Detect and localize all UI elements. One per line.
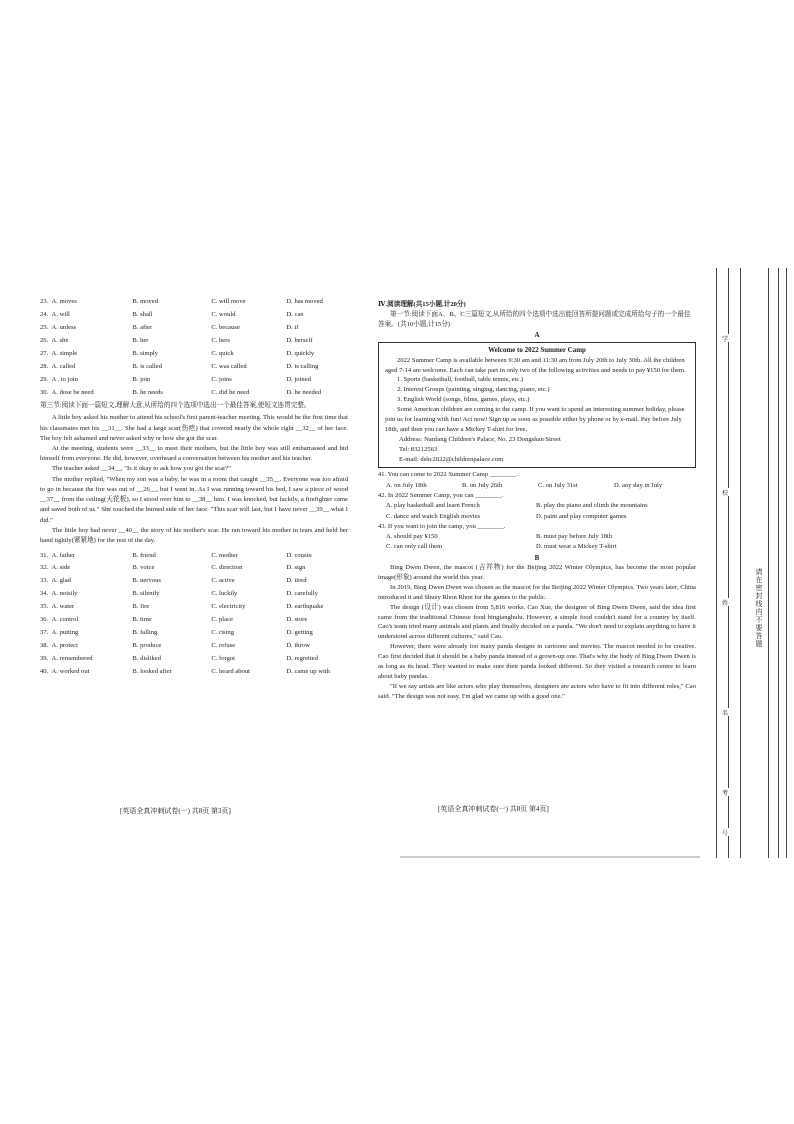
option-row <box>40 348 348 361</box>
option-a: A. control <box>51 615 79 623</box>
option-b: B. nervous <box>132 577 161 585</box>
option-row <box>40 588 348 601</box>
right-page <box>378 300 696 702</box>
question-option: C. can only call them <box>386 543 443 551</box>
option-b: B. produce <box>132 641 162 649</box>
option-d: D. came up with <box>286 667 330 675</box>
option-num: 29. <box>40 375 49 383</box>
option-c: C. rising <box>211 628 235 636</box>
notice-line: 1. Sports (basketball, football, table tennis, etc.) <box>397 376 524 384</box>
option-num: 37. <box>40 628 49 636</box>
sub-head-reading: 第一节:阅读下面A、B、C三篇短文,从所给的四个选项中选出能回答所提问题或完成所给句子的一个最佳答案。(共10小题,计15分) <box>378 310 691 328</box>
option-d: D. cousin <box>286 551 312 559</box>
option-row <box>40 335 348 348</box>
cloze-passage <box>40 413 348 546</box>
option-c: C. mother <box>211 551 238 559</box>
option-num: 40. <box>40 667 49 675</box>
question-option: C. dance and watch English movies <box>386 512 481 520</box>
option-num: 31. <box>40 551 49 559</box>
option-num: 23. <box>40 298 49 306</box>
option-num: 30. <box>40 388 49 396</box>
option-d: D. earthquake <box>286 603 324 611</box>
question-options <box>378 511 696 522</box>
option-num: 38. <box>40 641 49 649</box>
option-a: A. she <box>51 337 69 344</box>
option-a: A . to join <box>51 375 78 383</box>
option-b: B. friend <box>132 551 156 559</box>
section-head-cloze: 第三节:阅读下面一篇短文,理解大意,从所给的四个选项中选出一个最佳答案,使短文连贯完整。 <box>40 402 311 410</box>
option-num: 39. <box>40 654 49 662</box>
option-b: B. silently <box>132 590 160 598</box>
paragraph: Bing Dwen Dwen, the mascot (吉祥物) for the Beijing 2022 Winter Olympics, has become the most popular image(形象) around the world this year. <box>378 564 696 582</box>
binding-line <box>728 268 729 858</box>
option-row <box>40 549 348 562</box>
question-option: B. must pay before July 18th <box>536 532 613 540</box>
option-c: C. place <box>211 615 233 623</box>
option-c: C. would <box>211 311 236 319</box>
option-a: A. worked out <box>51 667 90 675</box>
question-stem: 43. If you want to join the camp, you ________. <box>378 522 506 530</box>
question-option: B. on July 26th <box>462 481 503 489</box>
option-a: A. glad <box>51 577 71 585</box>
option-row <box>40 360 348 373</box>
paragraph: The teacher asked __34__, "Is it okay to ask how you got the scar?" <box>52 465 231 473</box>
option-a: A. putting <box>51 628 79 636</box>
option-row <box>40 601 348 614</box>
notice-line: E-mail: dshc2022@childrenpalace.com <box>399 455 504 463</box>
question-stem: 42. In 2022 Summer Camp, you can ________. <box>378 491 504 499</box>
option-b: B. simply <box>132 349 159 357</box>
page-divider <box>400 856 700 858</box>
option-c: C. direction <box>211 564 243 572</box>
option-c: C. luckily <box>211 590 238 598</box>
notice-line: 2. Interest Groups (painting, singing, dancing, piano, etc.) <box>397 386 550 394</box>
paragraph: The design (设计) was chosen from 5,816 works. Cao Xue, the designer of Bing Dwen Dwen, said the idea first came from the traditional Chinese food bingtanghulu. However, a simple food couldn't stand for a country by itself. Cao's team tried many animals and plants and finally decided on a panda. "We don't need to explain anything to have it understood across different cultures," said Cao. <box>378 603 696 641</box>
option-b: B. fire <box>132 603 150 611</box>
option-num: 28. <box>40 362 49 370</box>
binding-line <box>778 268 779 858</box>
option-b: B. shall <box>132 311 153 319</box>
options-block-a <box>40 296 348 399</box>
option-row <box>40 322 348 335</box>
option-b: B. falling <box>132 628 158 636</box>
option-c: C. active <box>211 577 235 585</box>
option-d: D. has moved <box>286 298 323 306</box>
options-block-b <box>40 549 348 678</box>
option-c: C. hers <box>211 337 230 344</box>
option-b: B. join <box>132 375 151 383</box>
option-row <box>40 614 348 627</box>
passage-b <box>378 563 696 701</box>
questions-block <box>378 470 696 552</box>
option-b: B. time <box>132 615 152 623</box>
option-a: A. noisily <box>51 590 78 598</box>
option-d: D. throw <box>286 641 310 649</box>
paragraph: In 2019, Bing Dwen Dwen was chosen as the mascot for the Beijing 2022 Winter Olympics. Two years later, China introduced it and Shuey Rhon Rhon for the games to the public. <box>378 583 696 601</box>
option-a: A. unless <box>51 324 77 332</box>
binding-mark: 姓 <box>722 598 730 606</box>
question-option: A. should pay ¥150 <box>386 532 438 540</box>
option-b: B. her <box>132 337 149 344</box>
option-row <box>40 627 348 640</box>
option-d: D. can <box>286 311 304 319</box>
binding-line <box>716 268 717 858</box>
option-row <box>40 652 348 665</box>
notice-line: 2022 Summer Camp is available between 9:30 am and 11:30 am from July 20th to July 30th. All the children aged 7-14 are welcome. Each can take part in only two of the following activities and needs to pay ¥150 for them. <box>385 356 686 374</box>
option-c: C. joins <box>211 375 232 383</box>
notice-body <box>385 356 689 465</box>
binding-strip <box>708 268 794 858</box>
option-a: A. simple <box>51 349 78 357</box>
notice-title: Welcome to 2022 Summer Camp <box>488 346 586 355</box>
notice-box <box>378 342 696 468</box>
notice-line: Some American children are coming to the camp. If you want to spend an interesting summer holiday, please join us for learning with fun! Act now! Sign up as soon as possible either by phone or by e-mail. Pay before July 18th, and then you can have a Mickey T-shirt for free. <box>385 406 685 433</box>
option-num: 32. <box>40 564 49 572</box>
paragraph: A little boy asked his mother to attend his school's first parent-teacher meeting. This would be the first time that his classmates met his __31__. She had a large scar(伤疤) that covered nearly the whole right __32__ of her face. The boy felt ashamed and never asked why or how she got the scar. <box>40 414 348 442</box>
option-row <box>40 373 348 386</box>
question-options <box>378 532 696 543</box>
option-c: C. quick <box>211 349 234 357</box>
option-b: B. looked after <box>132 667 172 675</box>
paragraph: The mother replied, "When my son was a baby, he was in a room that caught __35__. Everyone was too afraid to go in because the fire was out of __26__, but I went in. As I was running toward his bed, I saw a piece of wood __37__ from the ceiling(天花板), so I stood over him to __38__ him. I was knocked, but luckily, a firefighter came and saved both of us." She touched the burned side of her face. "This scar will last, but I have never __39__ what I did." <box>40 475 348 524</box>
binding-mark: 校 <box>722 488 730 496</box>
option-d: D. if <box>286 324 299 332</box>
option-a: A. called <box>51 362 76 370</box>
option-d: D. is calling <box>286 362 319 370</box>
question-option: D. must wear a Mickey T-shirt <box>536 543 617 551</box>
option-b: B. voice <box>132 564 155 572</box>
binding-line <box>768 268 769 858</box>
option-d: D. regretted <box>286 654 318 662</box>
option-d: D. store <box>286 615 308 623</box>
option-b: B. he needs <box>132 388 163 396</box>
option-c: C. refuse <box>211 641 236 649</box>
option-a: A. side <box>51 564 71 572</box>
notice-line: 3. English World (songs, films, games, plays, etc.) <box>397 396 530 404</box>
option-b: B. after <box>132 324 153 332</box>
option-a: A. remembered <box>51 654 93 662</box>
option-num: 33. <box>40 577 49 585</box>
option-num: 36. <box>40 615 49 623</box>
option-d: D. he needed <box>286 388 321 396</box>
option-row <box>40 562 348 575</box>
option-c: C. will move <box>211 298 246 306</box>
option-a: A. water <box>51 603 75 611</box>
binding-mark: 学 <box>722 334 730 342</box>
footer-page-4: [英语全真冲刺试卷(一) 共8页 第4页] <box>438 805 549 813</box>
option-d: D. herself <box>286 337 313 344</box>
paragraph: The little boy had never __40__ the story of his mother's scar. He ran toward his mother in tears and held her hand tightly(紧紧地) for the rest of the day. <box>40 526 348 544</box>
paragraph: At the meeting, students were __33__ to meet their mothers, but the little boy was still embarrassed and hid himself from everyone. He did, however, overheard a conversation between his mother and his teacher. <box>40 445 348 463</box>
option-d: D. sign <box>286 564 306 572</box>
option-d: D. joined <box>286 375 311 383</box>
option-row <box>40 639 348 652</box>
option-row <box>40 575 348 588</box>
binding-mark: 考 <box>722 788 730 796</box>
question-option: C. on July 31st <box>538 481 578 489</box>
option-d: D. carefully <box>286 590 318 598</box>
option-d: D. quickly <box>286 349 315 357</box>
option-c: C. forgot <box>211 654 236 662</box>
binding-mark: 名 <box>722 708 730 716</box>
option-c: C. did he need <box>211 388 250 396</box>
binding-line <box>786 268 787 858</box>
option-a: A. protect <box>51 641 78 649</box>
option-d: D. tired <box>286 577 307 585</box>
question-option: D. any day in July <box>614 481 663 489</box>
option-row <box>40 296 348 309</box>
binding-line <box>740 268 741 858</box>
option-num: 24. <box>40 311 49 319</box>
option-b: B. moved <box>132 298 159 306</box>
notice-line: Address: Nanfang Children's Palace, No. 23 Dongshan Street <box>399 435 561 443</box>
option-num: 34. <box>40 590 49 598</box>
question-options <box>378 501 696 512</box>
footer-page-3: [英语全真冲刺试卷(一) 共8页 第3页] <box>120 807 231 815</box>
option-c: C. because <box>211 324 240 332</box>
left-page <box>40 296 348 678</box>
part-b-label: B <box>534 553 540 562</box>
option-a: A. father <box>51 551 75 559</box>
option-c: C. heard about <box>211 667 250 675</box>
option-num: 35. <box>40 603 49 611</box>
option-row <box>40 309 348 322</box>
section-head-reading: Ⅳ.阅读理解(共15小题,计20分) <box>378 301 466 308</box>
option-a: A. will <box>51 311 70 319</box>
option-num: 26. <box>40 337 49 344</box>
question-options <box>378 542 696 553</box>
option-b: B. disliked <box>132 654 161 662</box>
notice-line: Tel: 83212563 <box>399 445 438 453</box>
question-options <box>378 480 696 491</box>
paragraph: "If we say artists are like actors who play themselves, designers are actors who have to fit into different roles," Cao said. "The design was not easy. I'm glad we came up with a good one." <box>378 682 696 700</box>
option-num: 25. <box>40 324 49 332</box>
question-option: A. on July 18th <box>386 481 427 489</box>
paragraph: However, there were already too many panda designs in cartoons and movies. The mascot needed to be creative. Cao first decided that it should be a baby panda instead of a grown-up one. That's why the body of Bing Dwen Dwen is as long as its head. They wanted to make sure their panda looked different. So they visited a research centre to learn about baby pandas. <box>378 643 696 680</box>
binding-notice: 请在密封线内不要答题 <box>755 568 763 648</box>
binding-mark: 号 <box>722 828 730 836</box>
question-option: D. paint and play computer games <box>536 512 627 520</box>
part-a-label: A <box>534 330 540 339</box>
question-option: B. play the piano and climb the mountains <box>536 502 648 510</box>
option-row <box>40 386 348 399</box>
option-a: A. moves <box>51 298 77 306</box>
option-c: C. electricity <box>211 603 246 611</box>
option-c: C. was called <box>211 362 247 370</box>
option-d: D. getting <box>286 628 313 636</box>
option-b: B. is called <box>132 362 162 370</box>
option-row <box>40 665 348 678</box>
option-num: 27. <box>40 349 49 357</box>
question-stem: 41. You can come to 2022 Summer Camp ________. <box>378 471 518 479</box>
option-a: A. dose be need <box>51 388 94 396</box>
question-option: A. play basketball and learn French <box>386 502 480 510</box>
